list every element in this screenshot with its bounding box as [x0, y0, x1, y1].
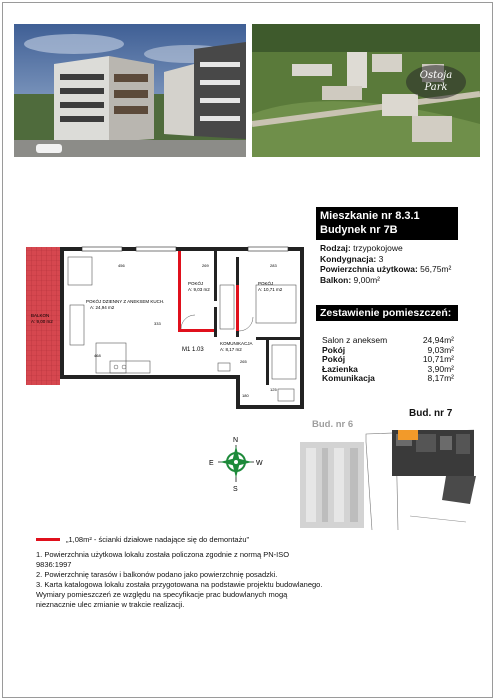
logo-line-2: Park: [424, 82, 448, 93]
plan-room1-label: POKÓJ: [188, 281, 204, 286]
balcony-value: 9,00m²: [353, 274, 381, 285]
plan-room1-area: A: 9,03 m2: [188, 287, 210, 292]
note-3: 3. Karta katalogowa lokalu została przygotowana na podstawie projektu budowlanego. Wymiary pomieszczeń ze względu na specyfikacje prac budowlanych mogą nieznacznie ulec zmianie w trakcie realizacji.: [36, 580, 323, 609]
building-number: Budynek nr 7B: [320, 224, 398, 236]
plan-dim: 333: [154, 321, 161, 326]
plan-balcony-label: BALKON: [31, 313, 50, 318]
logo-line-1: Ostoja: [419, 70, 453, 81]
plan-balcony-area: A: 9,00 m2: [31, 319, 53, 324]
room-row: [322, 374, 454, 384]
room-name: Pokój: [322, 354, 346, 365]
plan-dim: 468: [94, 353, 101, 358]
plan-unit-code: M1 1.03: [182, 347, 204, 353]
plan-corridor-area: A: 8,17 m2: [220, 347, 242, 352]
building-rendering-photo: [14, 24, 246, 157]
balcony-label: Balkon:: [320, 274, 352, 285]
plan-corridor-label: KOMUNIKACJA: [220, 341, 253, 346]
floor-label: Kondygnacja:: [320, 253, 377, 264]
area-label: Powierzchnia użytkowa:: [320, 264, 418, 274]
room-area: 3,90m²: [427, 363, 454, 374]
plan-dim: 180: [242, 393, 249, 398]
plan-room2-label: POKÓJ: [258, 281, 274, 286]
note-2: 2. Powierzchnię tarasów i balkonów podano jako powierzchnię posadzki.: [36, 570, 278, 579]
room-area: 10,71m²: [422, 354, 454, 365]
floor-plan: [26, 245, 308, 413]
type-label: Rodzaj:: [320, 243, 351, 253]
area-value: 56,75m²: [420, 264, 452, 274]
building-6-label: Bud. nr 6: [312, 419, 354, 430]
plan-dim: 269: [202, 263, 209, 268]
room-summary-list: [322, 336, 454, 384]
plan-living-area: A: 24,94 m2: [90, 305, 115, 310]
room-area: 9,03m²: [427, 344, 454, 355]
compass-e: E: [209, 460, 214, 467]
partition-legend: [36, 535, 249, 544]
plan-dim: 125: [270, 387, 277, 392]
site-location-plan: [296, 426, 482, 530]
room-name: Salon z aneksem: [322, 335, 388, 345]
type-value: trzypokojowe: [353, 243, 403, 253]
compass-w: W: [256, 460, 263, 467]
floor-value: 3: [378, 253, 384, 264]
note-1: 1. Powierzchnia użytkowa lokalu została policzona zgodnie z normą PN-ISO 9836:1997: [36, 550, 290, 569]
room-name: Łazienka: [322, 363, 358, 374]
room-name: Pokój: [322, 344, 346, 355]
room-area: 24,94m²: [422, 335, 454, 345]
plan-dim: 265: [240, 359, 247, 364]
plan-room2-area: A: 10,71 m2: [258, 287, 283, 292]
apartment-title-block: [316, 207, 458, 240]
compass-n: N: [233, 437, 239, 444]
room-name: Komunikacja: [322, 373, 375, 384]
plan-dim: 456: [118, 263, 125, 268]
ostoja-park-logo: [406, 65, 466, 99]
apartment-info: [320, 243, 451, 285]
apartment-number: Mieszkanie nr 8.3.1: [320, 210, 420, 222]
notes: [36, 550, 326, 610]
compass-s: S: [233, 486, 238, 493]
plan-living-label: POKÓJ DZIENNY Z ANEKSEM KUCH.: [86, 299, 165, 304]
plan-dim: 283: [270, 263, 277, 268]
legend-text: „1,08m² - ścianki działowe nadające się do demontażu”: [66, 535, 250, 544]
compass-rose: [208, 434, 268, 494]
room-summary-heading: Zestawienie pomieszczeń:: [316, 305, 458, 321]
partition-swatch: [36, 538, 60, 541]
building-7-label: Bud. nr 7: [409, 408, 453, 419]
room-area: 8,17m²: [427, 373, 454, 384]
